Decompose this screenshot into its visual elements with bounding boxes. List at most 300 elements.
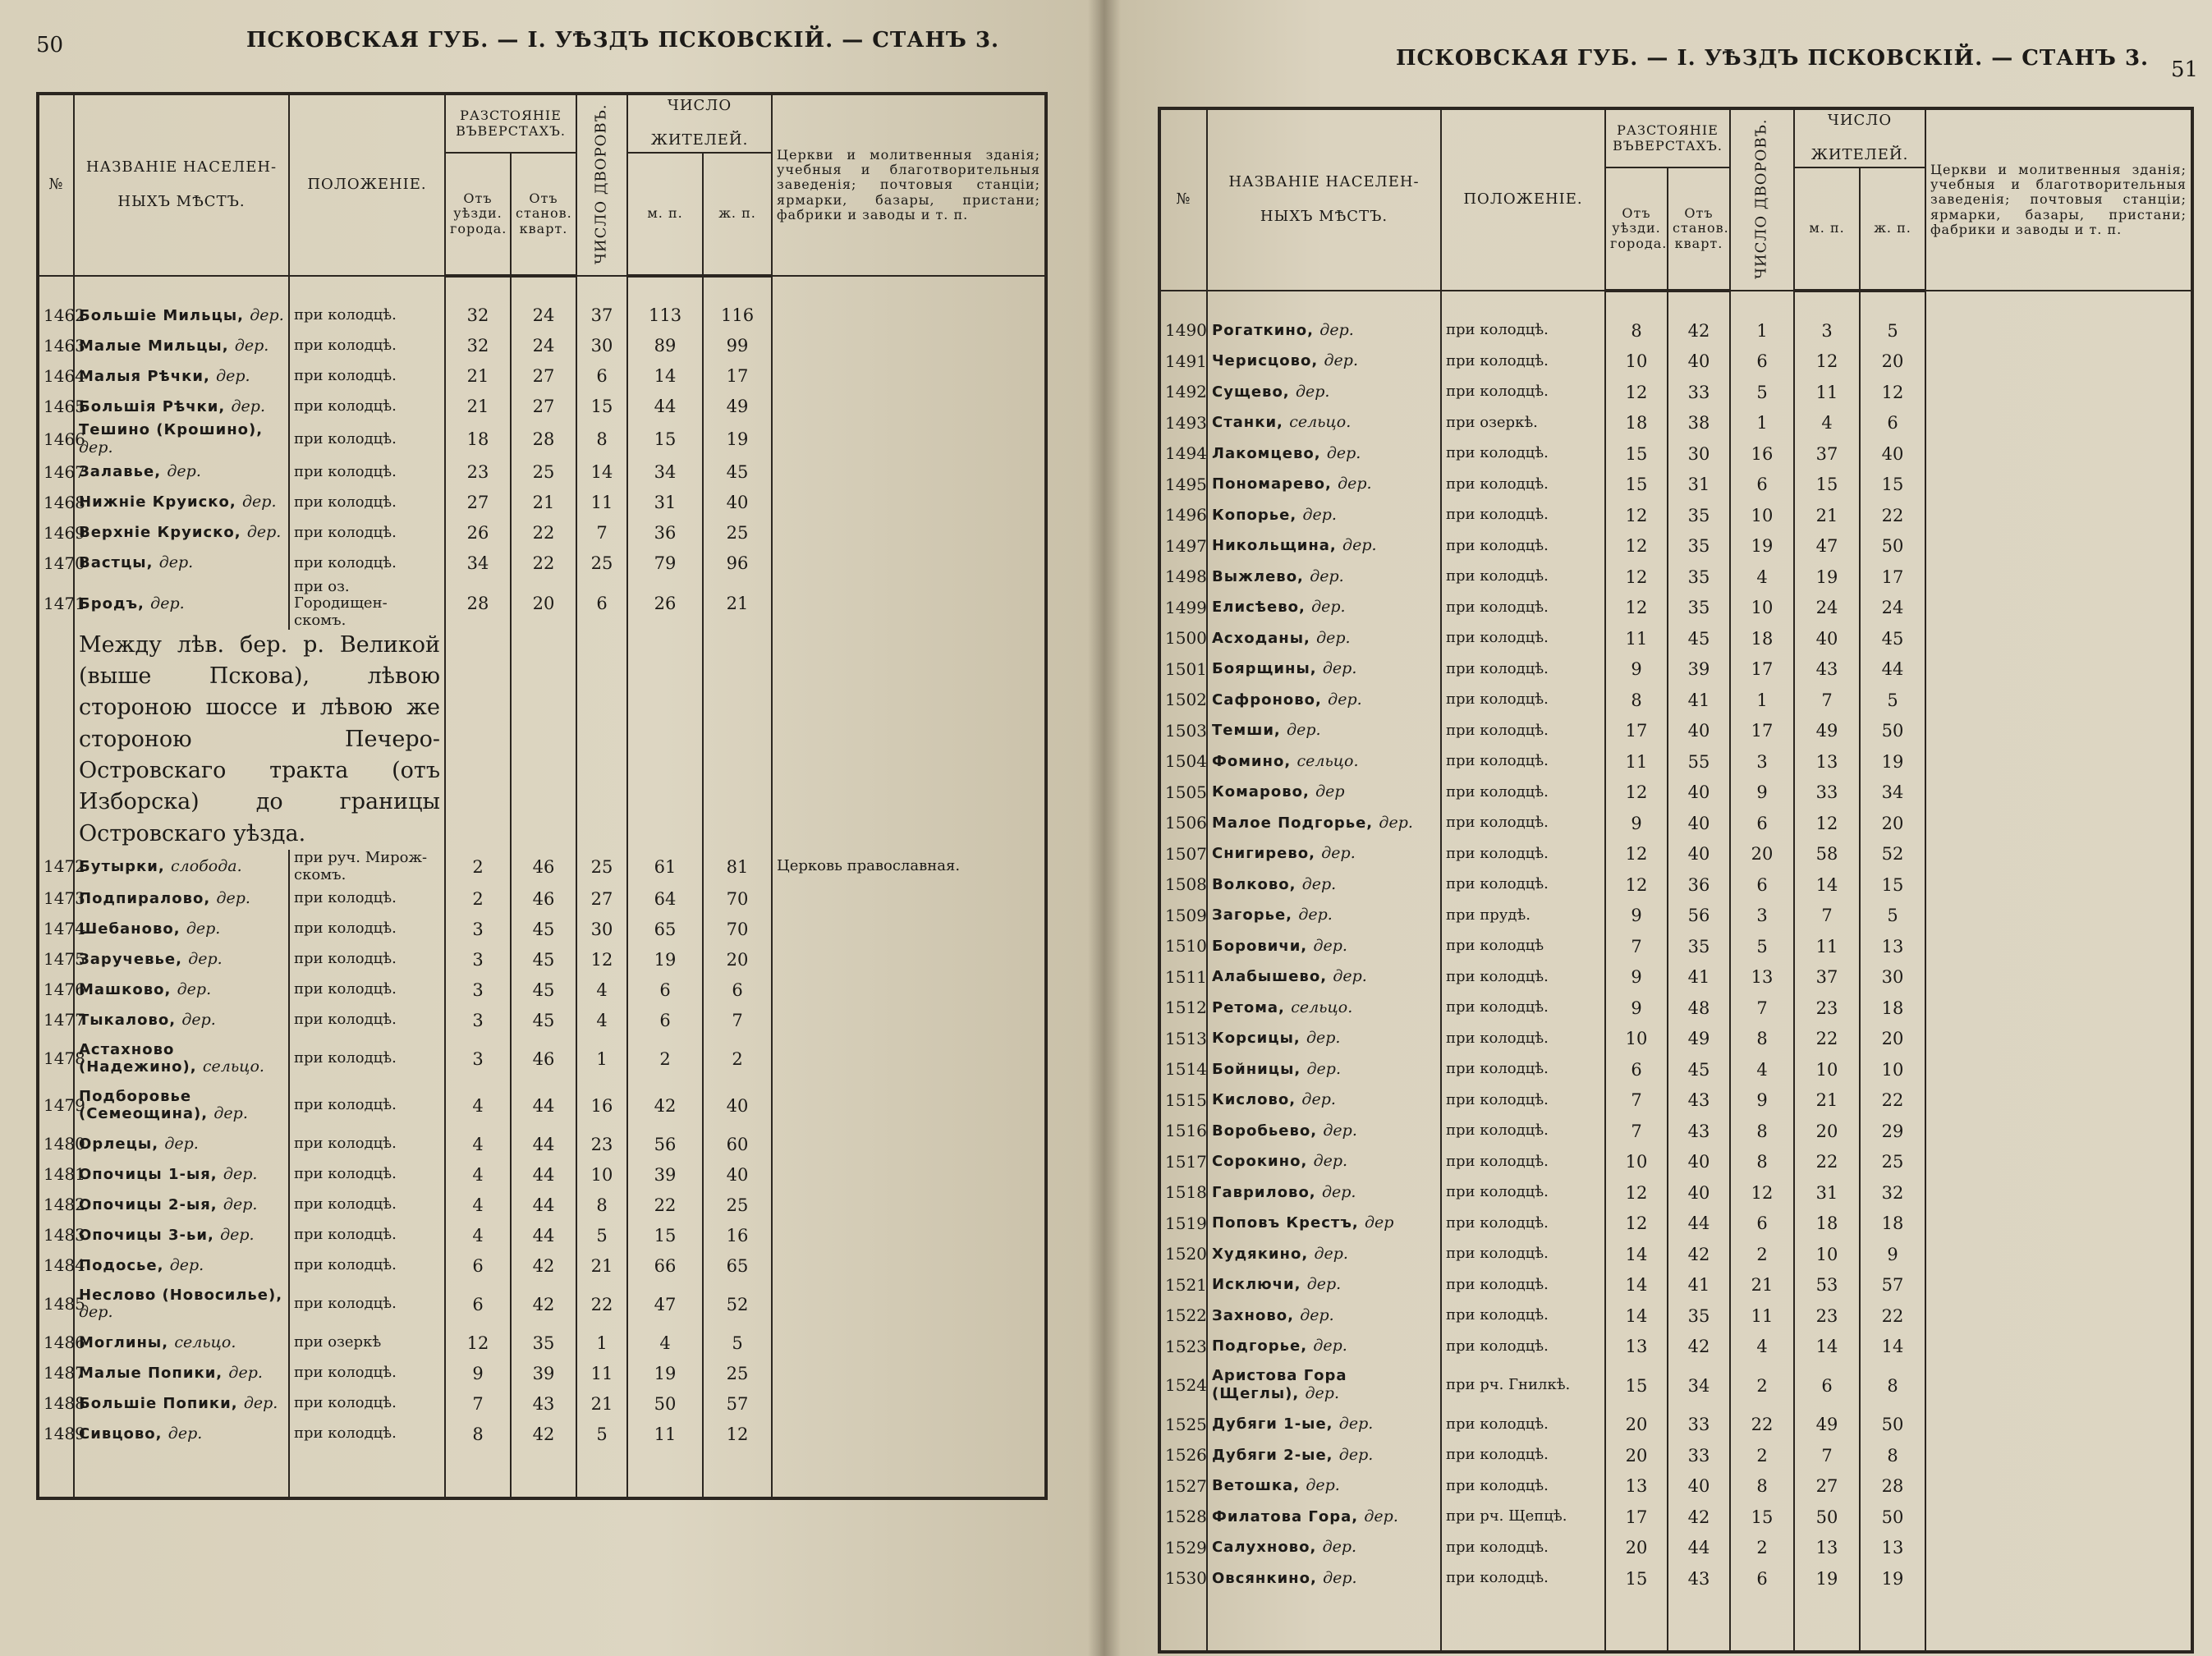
distance-from-camp: 33	[1668, 1440, 1730, 1471]
settlement-title: Шебаново,	[79, 920, 181, 938]
settlement-name	[74, 1281, 289, 1328]
settlement-name	[74, 457, 289, 488]
female-residents: 116	[703, 300, 772, 331]
entry-number: 1529	[1159, 1533, 1207, 1564]
settlement-title: Боровичи,	[1212, 937, 1308, 955]
distance-from-town: 7	[1605, 1085, 1668, 1117]
female-residents: 19	[703, 422, 772, 457]
distance-from-town: 4	[445, 1129, 511, 1159]
settlement-name	[1207, 1362, 1441, 1410]
notes-cell	[1925, 1362, 2192, 1410]
table-row	[1159, 1502, 2192, 1533]
settlement-name	[74, 914, 289, 944]
settlement-title: Снигирево,	[1212, 845, 1315, 863]
settlement-kind: дер.	[1323, 1121, 1357, 1140]
settlement-title: Овсянкино,	[1212, 1569, 1317, 1587]
households-count: 20	[1730, 839, 1794, 870]
households-count: 11	[1730, 1300, 1794, 1332]
female-residents: 22	[1860, 1300, 1925, 1332]
settlement-name	[74, 331, 289, 361]
households-count: 3	[1730, 746, 1794, 778]
male-residents: 4	[627, 1328, 703, 1358]
table-row	[1159, 1209, 2192, 1240]
distance-from-camp: 41	[1668, 1270, 1730, 1301]
distance-from-camp: 22	[511, 518, 576, 548]
distance-from-camp: 43	[1668, 1085, 1730, 1117]
male-residents: 49	[1794, 716, 1860, 747]
notes-cell	[772, 1005, 1046, 1035]
male-residents: 22	[1794, 1147, 1860, 1178]
female-residents: 52	[703, 1281, 772, 1328]
notes-cell	[772, 1190, 1046, 1220]
table-row	[1159, 685, 2192, 716]
notes-cell	[772, 883, 1046, 914]
entry-number: 1489	[38, 1419, 74, 1449]
notes-cell	[1925, 1024, 2192, 1055]
notes-cell	[1925, 1270, 2192, 1301]
households-count: 23	[576, 1129, 627, 1159]
distance-from-town: 2	[445, 850, 511, 883]
distance-from-town: 12	[1605, 839, 1668, 870]
settlement-title: Большія Рѣчки,	[79, 397, 226, 415]
table-row	[1159, 839, 2192, 870]
col-name: НАЗВАНІЕ НАСЕЛЕН- НЫХЪ МѢСТЪ.	[1207, 108, 1441, 291]
male-residents: 23	[1794, 1300, 1860, 1332]
notes-cell	[1925, 685, 2192, 716]
settlement-name	[1207, 1270, 1441, 1301]
male-residents: 58	[1794, 839, 1860, 870]
male-residents: 27	[1794, 1471, 1860, 1502]
distance-from-town: 21	[445, 392, 511, 422]
distance-from-town: 26	[445, 518, 511, 548]
distance-from-camp: 55	[1668, 746, 1730, 778]
female-residents: 12	[1860, 377, 1925, 408]
table-row	[1159, 1563, 2192, 1594]
settlement-position: при колодцѣ.	[1441, 1471, 1605, 1502]
households-count: 5	[576, 1220, 627, 1250]
col-residents: ЧИСЛО ЖИТЕЛЕЙ.	[1794, 108, 1925, 167]
notes-cell	[772, 1082, 1046, 1129]
settlement-title: Кислово,	[1212, 1091, 1296, 1109]
households-count: 7	[576, 518, 627, 548]
settlement-kind: сельцо.	[202, 1057, 264, 1076]
distance-from-camp: 35	[1668, 562, 1730, 593]
settlement-title: Гаврилово,	[1212, 1183, 1316, 1201]
distance-from-camp: 38	[1668, 408, 1730, 439]
distance-from-camp: 49	[1668, 1024, 1730, 1055]
male-residents: 12	[1794, 808, 1860, 839]
distance-from-camp: 44	[511, 1082, 576, 1129]
male-residents: 19	[1794, 1563, 1860, 1594]
register-table-left	[36, 92, 1048, 1500]
households-count: 25	[576, 850, 627, 883]
female-residents: 6	[1860, 408, 1925, 439]
table-row	[38, 850, 1046, 883]
households-count: 21	[1730, 1270, 1794, 1301]
settlement-name	[1207, 808, 1441, 839]
settlement-name	[1207, 623, 1441, 654]
male-residents: 42	[627, 1082, 703, 1129]
table-row	[1159, 993, 2192, 1024]
notes-cell	[1925, 500, 2192, 531]
male-residents: 4	[1794, 408, 1860, 439]
entry-number: 1493	[1159, 408, 1207, 439]
male-residents: 7	[1794, 901, 1860, 932]
entry-number: 1519	[1159, 1209, 1207, 1240]
households-count: 21	[576, 1388, 627, 1419]
notes-cell	[1925, 1209, 2192, 1240]
settlement-position: при колодцѣ.	[289, 300, 445, 331]
notes-cell	[1925, 623, 2192, 654]
settlement-kind: дер.	[1287, 721, 1321, 740]
settlement-name	[74, 392, 289, 422]
settlement-kind: дер.	[1298, 906, 1333, 924]
settlement-title: Ретома,	[1212, 998, 1285, 1016]
settlement-position: при колодцѣ.	[289, 914, 445, 944]
entry-number: 1524	[1159, 1362, 1207, 1410]
running-head-right: ПСКОВСКАЯ ГУБ. — I. УѢЗДЪ ПСКОВСКІЙ. — СТАНЪ 3.	[1396, 46, 2150, 71]
entry-number: 1525	[1159, 1410, 1207, 1441]
settlement-position: при прудѣ.	[1441, 901, 1605, 932]
col-from-town: Отъ уѣзди. города.	[445, 153, 511, 276]
settlement-position: при колодцѣ.	[1441, 1177, 1605, 1209]
settlement-name	[1207, 408, 1441, 439]
settlement-kind: дер.	[1328, 690, 1362, 709]
settlement-name	[1207, 470, 1441, 501]
col-notes: Церкви и молитвенныя зданія; учебныя и благотворительныя заведенія; почтовыя станціи; ярмарки, базары, пристани; фабрики и заводы и т. п.	[1925, 108, 2192, 291]
entry-number: 1510	[1159, 931, 1207, 962]
female-residents: 20	[703, 944, 772, 975]
settlement-title: Залавье,	[79, 463, 162, 481]
male-residents: 23	[1794, 993, 1860, 1024]
distance-from-camp: 30	[1668, 438, 1730, 470]
notes-cell	[1925, 1239, 2192, 1270]
settlement-title: Астахново (Надежино),	[79, 1040, 197, 1076]
female-residents: 15	[1860, 869, 1925, 901]
settlement-kind: дер.	[188, 949, 223, 968]
distance-from-camp: 43	[1668, 1563, 1730, 1594]
distance-from-town: 6	[1605, 1054, 1668, 1085]
distance-from-camp: 40	[1668, 346, 1730, 378]
distance-from-camp: 42	[511, 1419, 576, 1449]
distance-from-town: 3	[445, 914, 511, 944]
running-head-left: ПСКОВСКАЯ ГУБ. — I. УѢЗДЪ ПСКОВСКІЙ. — СТАНЪ 3.	[246, 28, 1000, 53]
households-count: 2	[1730, 1440, 1794, 1471]
settlement-name	[1207, 593, 1441, 624]
notes-cell	[1925, 1563, 2192, 1594]
settlement-title: Воробьево,	[1212, 1122, 1318, 1140]
settlement-name	[74, 1190, 289, 1220]
households-count: 4	[1730, 562, 1794, 593]
male-residents: 113	[627, 300, 703, 331]
households-count: 6	[1730, 869, 1794, 901]
distance-from-town: 20	[1605, 1440, 1668, 1471]
notes-cell	[772, 1328, 1046, 1358]
settlement-name	[1207, 1410, 1441, 1441]
entry-number: 1516	[1159, 1116, 1207, 1147]
settlement-position: при колодцѣ.	[1441, 1116, 1605, 1147]
settlement-name	[74, 1328, 289, 1358]
settlement-name	[1207, 377, 1441, 408]
distance-from-town: 7	[1605, 1116, 1668, 1147]
households-count: 8	[576, 1190, 627, 1220]
distance-from-camp: 40	[1668, 716, 1730, 747]
settlement-position: при колодцѣ.	[289, 518, 445, 548]
female-residents: 25	[1860, 1147, 1925, 1178]
male-residents: 11	[1794, 931, 1860, 962]
female-residents: 44	[1860, 654, 1925, 686]
notes-cell	[1925, 778, 2192, 809]
male-residents: 3	[1794, 315, 1860, 346]
entry-number: 1503	[1159, 716, 1207, 747]
entry-number: 1478	[38, 1035, 74, 1082]
male-residents: 13	[1794, 746, 1860, 778]
distance-from-camp: 44	[511, 1190, 576, 1220]
settlement-kind: дер.	[223, 1164, 258, 1183]
settlement-kind: дер.	[1319, 320, 1354, 339]
settlement-position: при колодцѣ.	[1441, 1147, 1605, 1178]
distance-from-town: 28	[445, 579, 511, 630]
table-row	[38, 1281, 1046, 1328]
entry-number: 1515	[1159, 1085, 1207, 1117]
settlement-title: Нижніе Круиско,	[79, 493, 236, 511]
settlement-position: при колодцѣ.	[289, 488, 445, 518]
settlement-title: Подпиралово,	[79, 889, 211, 907]
settlement-name	[1207, 562, 1441, 593]
notes-cell	[1925, 1116, 2192, 1147]
households-count: 1	[1730, 315, 1794, 346]
distance-from-camp: 46	[511, 883, 576, 914]
settlement-title: Боярщины,	[1212, 660, 1317, 678]
col-households: ЧИСЛО ДВОРОВЪ.	[1730, 108, 1794, 291]
distance-from-town: 8	[1605, 685, 1668, 716]
distance-from-camp: 20	[511, 579, 576, 630]
settlement-name	[74, 579, 289, 630]
settlement-kind: дер.	[79, 438, 113, 456]
table-row	[38, 944, 1046, 975]
notes-cell	[772, 361, 1046, 392]
settlement-title: Волково,	[1212, 875, 1296, 893]
entry-number: 1527	[1159, 1471, 1207, 1502]
settlement-title: Бутырки,	[79, 857, 165, 875]
female-residents: 70	[703, 914, 772, 944]
table-row	[38, 548, 1046, 579]
households-count: 14	[576, 457, 627, 488]
households-count: 9	[1730, 1085, 1794, 1117]
female-residents: 40	[703, 1082, 772, 1129]
distance-from-town: 10	[1605, 1024, 1668, 1055]
settlement-kind: дер.	[1316, 628, 1351, 647]
settlement-kind: дер.	[1323, 1568, 1357, 1587]
notes-cell	[772, 518, 1046, 548]
table-row	[1159, 377, 2192, 408]
entry-number: 1469	[38, 518, 74, 548]
settlement-kind: дер.	[1301, 1090, 1336, 1109]
col-female: ж. п.	[1860, 167, 1925, 291]
settlement-title: Захново,	[1212, 1306, 1294, 1324]
settlement-title: Дубяги 2-ые,	[1212, 1446, 1333, 1464]
male-residents: 61	[627, 850, 703, 883]
distance-from-camp: 44	[511, 1129, 576, 1159]
settlement-position: при колодцѣ.	[289, 331, 445, 361]
distance-from-town: 6	[445, 1250, 511, 1281]
female-residents: 50	[1860, 531, 1925, 562]
settlement-kind: дер.	[1306, 1029, 1341, 1048]
notes-cell	[772, 579, 1046, 630]
households-count: 10	[1730, 500, 1794, 531]
table-row	[38, 1328, 1046, 1358]
notes-cell	[1925, 869, 2192, 901]
settlement-kind: дер.	[169, 1255, 204, 1274]
settlement-kind: дер.	[168, 1424, 203, 1443]
notes-cell	[772, 1419, 1046, 1449]
distance-from-town: 8	[1605, 315, 1668, 346]
entry-number: 1501	[1159, 654, 1207, 686]
male-residents: 18	[1794, 1209, 1860, 1240]
col-female: ж. п.	[703, 153, 772, 276]
male-residents: 65	[627, 914, 703, 944]
female-residents: 19	[1860, 1563, 1925, 1594]
entry-number: 1479	[38, 1082, 74, 1129]
notes-cell	[1925, 377, 2192, 408]
settlement-kind: дер.	[1295, 382, 1330, 401]
distance-from-camp: 40	[1668, 808, 1730, 839]
female-residents: 50	[1860, 716, 1925, 747]
male-residents: 6	[627, 975, 703, 1005]
female-residents: 20	[1860, 1024, 1925, 1055]
settlement-position: при колодцѣ.	[1441, 778, 1605, 809]
section-heading: Между лѣв. бер. р. Великой (выше Пскова), лѣвою стороною шоссе и лѣвою же стороною Печеро-Островскаго тракта (отъ Изборска) до границы Островскаго уѣзда.	[74, 630, 445, 850]
table-row	[38, 361, 1046, 392]
settlement-kind: дер.	[181, 1010, 216, 1029]
entry-number: 1508	[1159, 869, 1207, 901]
settlement-kind: дер.	[186, 919, 221, 938]
distance-from-town: 12	[1605, 1209, 1668, 1240]
distance-from-camp: 40	[1668, 1471, 1730, 1502]
households-count: 15	[576, 392, 627, 422]
distance-from-town: 12	[1605, 778, 1668, 809]
households-count: 17	[1730, 654, 1794, 686]
distance-from-camp: 35	[1668, 531, 1730, 562]
page-number-left: 50	[36, 33, 64, 57]
households-count: 1	[1730, 685, 1794, 716]
male-residents: 50	[1794, 1502, 1860, 1533]
female-residents: 70	[703, 883, 772, 914]
male-residents: 79	[627, 548, 703, 579]
entry-number: 1492	[1159, 377, 1207, 408]
settlement-title: Вастцы,	[79, 554, 154, 572]
settlement-kind: дер.	[1302, 505, 1337, 524]
entry-number: 1528	[1159, 1502, 1207, 1533]
notes-cell	[1925, 1177, 2192, 1209]
settlement-kind: дер.	[1306, 1275, 1342, 1294]
settlement-name	[74, 1035, 289, 1082]
table-row	[38, 1082, 1046, 1129]
male-residents: 47	[627, 1281, 703, 1328]
notes-cell	[772, 1281, 1046, 1328]
settlement-title: Орлецы,	[79, 1135, 159, 1153]
settlement-title: Большіе Попики,	[79, 1394, 238, 1412]
distance-from-camp: 27	[511, 361, 576, 392]
female-residents: 57	[1860, 1270, 1925, 1301]
settlement-kind: дер.	[1313, 1337, 1347, 1356]
male-residents: 31	[627, 488, 703, 518]
settlement-name	[74, 850, 289, 883]
male-residents: 26	[627, 579, 703, 630]
settlement-name	[1207, 931, 1441, 962]
table-row	[1159, 1471, 2192, 1502]
settlement-position: при колодцѣ.	[289, 1250, 445, 1281]
male-residents: 34	[627, 457, 703, 488]
table-row	[38, 392, 1046, 422]
male-residents: 40	[1794, 623, 1860, 654]
settlement-title: Дубяги 1-ые,	[1212, 1415, 1333, 1434]
female-residents: 7	[703, 1005, 772, 1035]
female-residents: 45	[703, 457, 772, 488]
settlement-title: Ветошка,	[1212, 1477, 1301, 1495]
entry-number: 1472	[38, 850, 74, 883]
male-residents: 21	[1794, 1085, 1860, 1117]
entry-number: 1481	[38, 1159, 74, 1190]
male-residents: 36	[627, 518, 703, 548]
settlement-position: при колодцѣ.	[1441, 562, 1605, 593]
settlement-title: Поповъ Крестъ,	[1212, 1214, 1359, 1232]
notes-cell	[1925, 593, 2192, 624]
distance-from-town: 12	[1605, 869, 1668, 901]
notes-cell	[1925, 1054, 2192, 1085]
table-row	[38, 300, 1046, 331]
female-residents: 57	[703, 1388, 772, 1419]
households-count: 16	[1730, 438, 1794, 470]
distance-from-camp: 39	[511, 1358, 576, 1388]
distance-from-camp: 42	[511, 1250, 576, 1281]
notes-cell: Церковь православная.	[772, 850, 1046, 883]
distance-from-town: 12	[1605, 1177, 1668, 1209]
distance-from-camp: 21	[511, 488, 576, 518]
settlement-name	[1207, 1563, 1441, 1594]
male-residents: 22	[1794, 1024, 1860, 1055]
settlement-kind: дер.	[1321, 844, 1356, 863]
settlement-title: Фомино,	[1212, 752, 1292, 770]
table-row	[38, 1250, 1046, 1281]
col-households: ЧИСЛО ДВОРОВЪ.	[576, 94, 627, 276]
households-count: 6	[576, 361, 627, 392]
male-residents: 39	[627, 1159, 703, 1190]
households-count: 6	[1730, 346, 1794, 378]
settlement-position: при колодцѣ.	[1441, 1024, 1605, 1055]
entry-number: 1482	[38, 1190, 74, 1220]
settlement-position: при колодцѣ.	[289, 1281, 445, 1328]
distance-from-camp: 43	[1668, 1116, 1730, 1147]
settlement-position: при колодцѣ.	[1441, 1440, 1605, 1471]
col-from-camp: Отъ станов. кварт.	[511, 153, 576, 276]
table-row	[1159, 1440, 2192, 1471]
entry-number: 1521	[1159, 1270, 1207, 1301]
distance-from-town: 17	[1605, 716, 1668, 747]
settlement-title: Рогаткино,	[1212, 321, 1315, 339]
table-row	[38, 1358, 1046, 1388]
settlement-name	[1207, 1024, 1441, 1055]
male-residents: 15	[627, 1220, 703, 1250]
notes-cell	[1925, 1085, 2192, 1117]
settlement-name	[1207, 1209, 1441, 1240]
settlement-position: при рч. Щепцѣ.	[1441, 1502, 1605, 1533]
female-residents: 17	[703, 361, 772, 392]
distance-from-camp: 27	[511, 392, 576, 422]
distance-from-town: 20	[1605, 1533, 1668, 1564]
entry-number: 1488	[38, 1388, 74, 1419]
settlement-position: при колодцѣ.	[1441, 531, 1605, 562]
